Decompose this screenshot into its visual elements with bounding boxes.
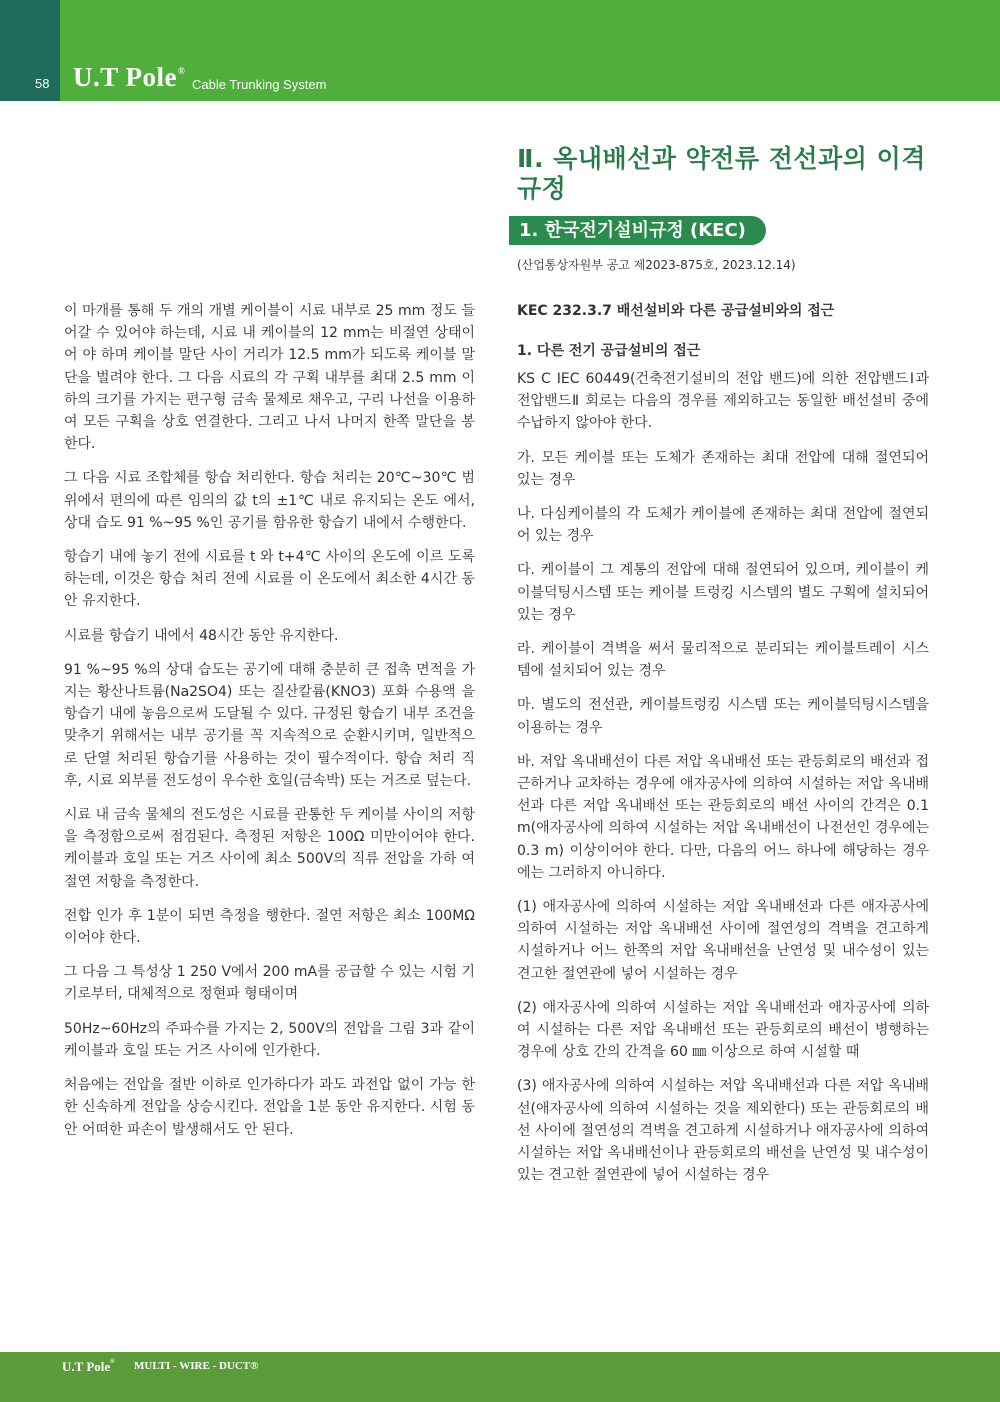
section-heading: KEC 232.3.7 배선설비와 다른 공급설비와의 접근 (517, 303, 835, 319)
body-paragraph: 50Hz~60Hz의 주파수를 가지는 2, 500V의 전압을 그림 3과 같이 케이블과 호일 또는 거즈 사이에 인가한다. (64, 1020, 475, 1059)
chapter-title: Ⅱ. 옥내배선과 약전류 전선과의 이격 규정 (517, 144, 926, 203)
page-footer (0, 1352, 1000, 1402)
clause-item: 라. 케이블이 격벽을 써서 물리적으로 분리되는 케이블트레이 시스템에 설치되어 있는 경우 (517, 641, 929, 680)
source-note: (산업통상자원부 공고 제2023-875호, 2023.12.14) (517, 258, 796, 272)
body-paragraph: 처음에는 전압을 절반 이하로 인가하다가 과도 과전압 없이 가능 한 한 신속하게 전압을 상승시킨다. 전압을 1분 동안 유지한다. 시험 동안 어떠한 파손이 발생해서도 안 된다. (64, 1077, 475, 1138)
body-paragraph: 전합 인가 후 1분이 되면 측정을 행한다. 절연 저항은 최소 100MΩ 이어야 한다. (64, 907, 475, 947)
footer-registered-mark: ® (110, 1359, 115, 1365)
body-paragraph: 시료를 항습기 내에서 48시간 동안 유지한다. (64, 627, 339, 644)
page-number-tab (0, 0, 60, 101)
section-pill: 1. 한국전기설비규정 (KEC) (509, 216, 766, 245)
body-paragraph: 그 다음 시료 조합체를 항습 처리한다. 항습 처리는 20℃~30℃ 범위에서 편의에 따른 임의의 값 t의 ±1℃ 내로 유지되는 온도 에서, 상대 습도 91 %~95 %인 공기를 함유한 항습기 내에서 수행한다. (64, 470, 475, 531)
clause-subitem: (2) 애자공사에 의하여 시설하는 저압 옥내배선과 애자공사에 의하여 시설하는 다른 저압 옥내배선 또는 관등회로의 배선이 병행하는 경우에 상호 간의 간격을 60 ㎜ 이상으로 하여 시설할 때 (517, 999, 929, 1061)
clause-paragraph: KS C IEC 60449(건축전기설비의 전압 밴드)에 의한 전압밴드Ⅰ과 전압밴드Ⅱ 회로는 다음의 경우를 제외하고는 동일한 배선설비 중에 수납하지 않아야 한다. (517, 371, 929, 432)
clause-item: 나. 다심케이블의 각 도체가 케이블에 존재하는 최대 전압에 절연되어 있는 경우 (517, 506, 929, 545)
clause-item: 바. 저압 옥내배선이 다른 저압 옥내배선 또는 관등회로의 배선과 접근하거나 교차하는 경우에 애자공사에 의하여 시설하는 저압 옥내배선과 다른 저압 옥내배선 또는 관등회로의 배선 사이의 간격은 0.1 m(애자공사에 의하여 시설하는 저압 옥내배선이 나전선인 경우에는 0.3 m) 이상이어야 한다. 다만, 다음의 어느 하나에 해당하는 경우에는 그러하지 아니하다. (517, 753, 929, 881)
footer-brand-name: U.T Pole (62, 1359, 111, 1374)
subsection-heading: 1. 다른 전기 공급설비의 접근 (517, 343, 701, 359)
page-header (0, 0, 1000, 101)
clause-subitem: (1) 애자공사에 의하여 시설하는 저압 옥내배선과 다른 애자공사에 의하여 시설하는 저압 옥내배선 사이에 절연성의 격벽을 견고하게 시설하거나 어느 한쪽의 저압 옥내배선을 난연성 및 내수성이 있는 견고한 절연관에 넣어 시설하는 경우 (517, 899, 929, 982)
body-paragraph: 91 %~95 %의 상대 습도는 공기에 대해 충분히 큰 접촉 면적을 가지는 황산나트륨(Na2SO4) 또는 질산칼륨(KNO3) 포화 수용액 을 항습기 내에 놓음으로써 도달될 수 있다. 규정된 항습기 내부 조건을 맞추기 위해서는 내부 공기를 꼭 지속적으로 순환시키며, 일반적으로 단열 처리된 항습기를 사용하는 것이 필수적이다. 항습 처리 직후, 시료 외부를 전도성이 우수한 호일(금속박) 또는 거즈로 덮는다. (64, 661, 475, 789)
footer-tagline: MULTI - WIRE - DUCT® (134, 1360, 259, 1372)
body-paragraph: 그 다음 그 특성상 1 250 V에서 200 mA를 공급할 수 있는 시험 기기로부터, 대체적으로 정현파 형태이며 (64, 964, 475, 1003)
body-paragraph: 시료 내 금속 물체의 전도성은 시료를 관통한 두 케이블 사이의 저항을 측정함으로써 점검된다. 측정된 저항은 100Ω 미만이어야 한다. 케이블과 호일 또는 거즈 사이에 최소 500V의 직류 전압을 가하 여 절연 저항을 측정한다. (64, 807, 475, 890)
clause-item: 다. 케이블이 그 계통의 전압에 대해 절연되어 있으며, 케이블이 케이블덕팅시스템 또는 케이블 트렁킹 시스템의 별도 구획에 설치되어 있는 경우 (517, 562, 929, 623)
left-column (64, 300, 475, 1153)
body-paragraph: 이 마개를 통해 두 개의 개별 케이블이 시료 내부로 25 mm 정도 들어갈 수 있어야 하는데, 시료 내 케이블의 12 mm는 비절연 상태이어 야 하며 케이블 말단 사이 거리가 12.5 mm가 되도록 케이블 말 단을 벌려야 한다. 그 다음 시료의 각 구획 내부를 최대 2.5 mm 이하의 크기를 가지는 편구형 금속 물체로 채우고, 구리 나선을 이용하여 모든 구획을 상호 연결한다. 그리고 나서 나머지 한쪽 말단을 봉한다. (64, 303, 475, 453)
brand-logo (73, 62, 185, 93)
registered-mark: ® (178, 66, 186, 76)
body-paragraph: 항습기 내에 놓기 전에 시료를 t 와 t+4℃ 사이의 온도에 이르 도록 하는데, 이것은 항습 처리 전에 시료를 이 온도에서 최소한 4시간 동안 유지한다. (64, 549, 475, 610)
clause-item: 가. 모든 케이블 또는 도체가 존재하는 최대 전압에 대해 절연되어 있는 경우 (517, 449, 929, 488)
brand-name: U.T Pole (73, 62, 177, 92)
clause-item: 마. 별도의 전선관, 케이블트렁킹 시스템 또는 케이블덕팅시스템을 이용하는 경우 (517, 697, 929, 736)
footer-brand (62, 1359, 115, 1375)
right-column (517, 144, 929, 1199)
clause-subitem: (3) 애자공사에 의하여 시설하는 저압 옥내배선과 다른 저압 옥내배선(애자공사에 의하여 시설하는 것을 제외한다) 또는 관등회로의 배선 사이에 절연성의 격벽을 견고하게 시설하거나 애자공사에 의하여 시설하는 저압 옥내배선이나 관등회로의 배선을 난연성 및 내수성이 있는 견고한 절연관에 넣어 시설하는 경우 (517, 1078, 929, 1184)
header-subtitle: Cable Trunking System (192, 77, 327, 92)
page-number: 58 (35, 76, 50, 91)
